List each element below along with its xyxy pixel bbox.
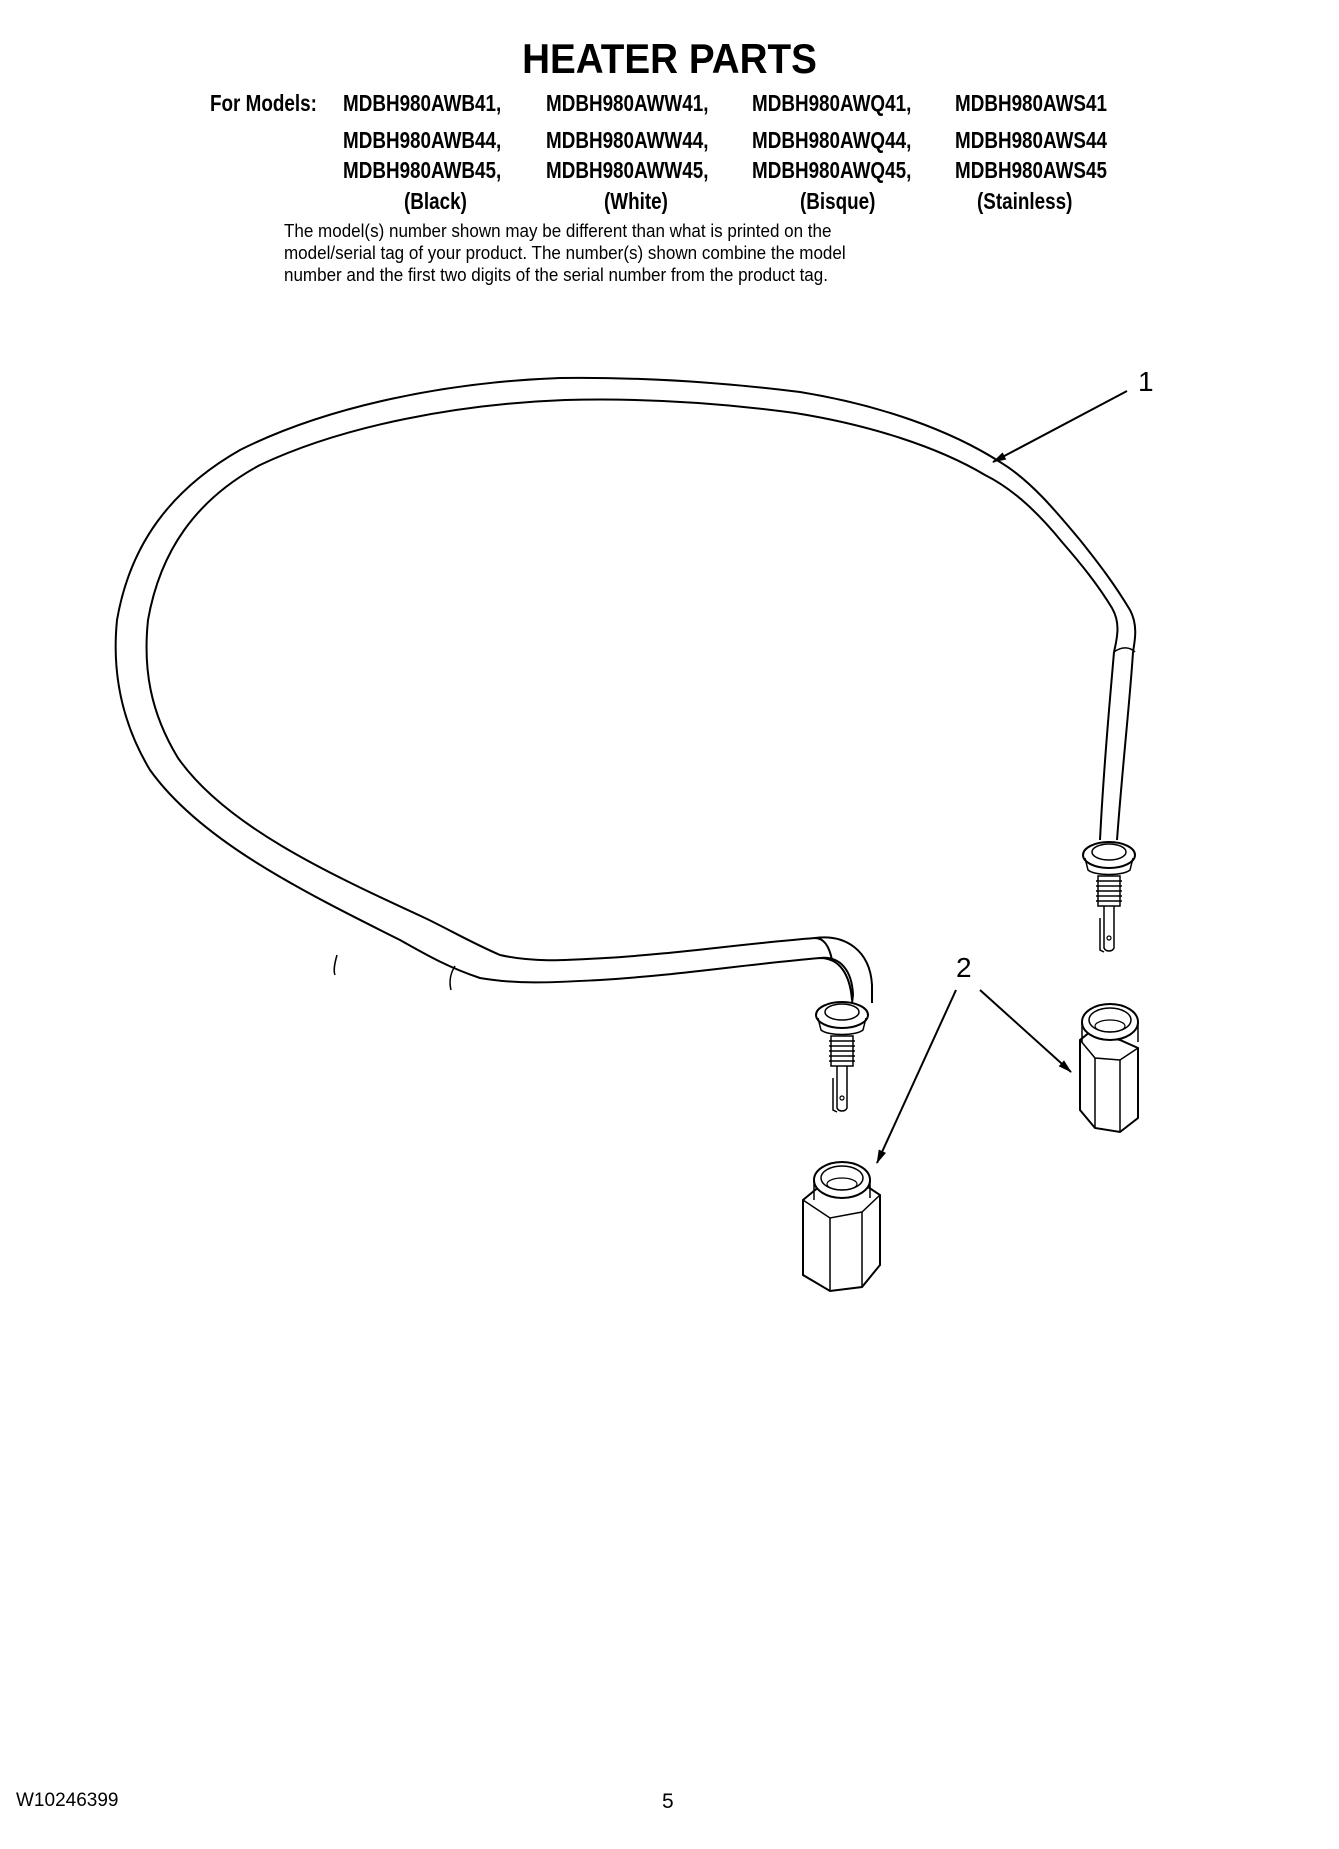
model-number: MDBH980AWB45, <box>343 157 502 183</box>
callout-1: 1 <box>1138 366 1154 397</box>
color-label-stainless: (Stainless) <box>977 188 1073 214</box>
color-label-bisque: (Bisque) <box>800 188 876 214</box>
model-number: MDBH980AWB44, <box>343 127 502 153</box>
document-number: W10246399 <box>16 1790 119 1811</box>
hex-nut-right <box>1080 1004 1138 1132</box>
model-number: MDBH980AWS45 <box>955 157 1107 183</box>
model-number: MDBH980AWW45, <box>546 157 709 183</box>
model-number: MDBH980AWS41 <box>955 90 1107 116</box>
hex-nut-left <box>803 1162 880 1291</box>
callout-2: 2 <box>956 952 972 983</box>
color-label-white: (White) <box>604 188 668 214</box>
model-number: MDBH980AWW41, <box>546 90 709 116</box>
model-number: MDBH980AWB41, <box>343 90 502 116</box>
page-title: HEATER PARTS <box>522 35 817 82</box>
callout-2-arrow-right <box>980 990 1071 1072</box>
callout-1-arrow <box>993 391 1127 462</box>
notice-line: model/serial tag of your product. The number(s) shown combine the model <box>284 242 846 263</box>
model-number: MDBH980AWQ41, <box>752 90 912 116</box>
model-number: MDBH980AWW44, <box>546 127 709 153</box>
heater-element <box>116 378 1136 1112</box>
callout-2-arrow-left <box>877 990 956 1163</box>
page-number: 5 <box>662 1790 674 1813</box>
color-label-black: (Black) <box>404 188 467 214</box>
notice-line: number and the first two digits of the serial number from the product tag. <box>284 264 828 285</box>
model-number: MDBH980AWQ45, <box>752 157 912 183</box>
model-number: MDBH980AWQ44, <box>752 127 912 153</box>
notice-line: The model(s) number shown may be different than what is printed on the <box>284 220 832 241</box>
for-models-label: For Models: <box>210 90 317 116</box>
model-number: MDBH980AWS44 <box>955 127 1107 153</box>
